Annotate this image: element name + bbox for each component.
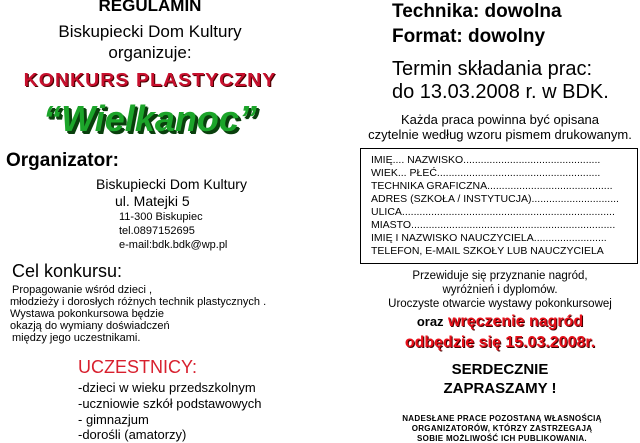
- technique-line: Technika: dowolna: [392, 1, 562, 22]
- each-work-line-1: Każda praca powinna być opisana: [400, 112, 600, 127]
- form-field-city: MIASTO......................................................................: [371, 219, 616, 231]
- form-field-name: IMIĘ.... NAZWISKO...............................................: [371, 154, 601, 166]
- form-field-technique: TECHNIKA GRAFICZNA...........................................: [371, 180, 613, 192]
- address-name: Biskupiecki Dom Kultury: [96, 176, 247, 192]
- form-field-teacher: IMIĘ I NAZWISKO NAUCZYCIELA.........................: [371, 232, 607, 244]
- award-line: [360, 313, 640, 331]
- closing-line-2: ZAPRASZAMY !: [443, 380, 557, 397]
- ownership-note-line: SOBIE MOŻLIWOŚĆ ICH PUBLIKOWANIA.: [417, 434, 587, 443]
- participant-item: -dorośli (amatorzy): [78, 427, 187, 442]
- each-work-line-2: czytelnie według wzoru pismem drukowanym.: [368, 127, 632, 142]
- participant-item: -dzieci w wieku przedszkolnym: [78, 380, 256, 395]
- participant-item: -uczniowie szkół podstawowych: [78, 396, 262, 411]
- form-field-street: ULICA.........................................................................: [371, 206, 615, 218]
- deadline-line-2: do 13.03.2008 r. w BDK.: [392, 81, 609, 103]
- regulamin-title: REGULAMIN: [98, 0, 202, 15]
- oraz-word: oraz: [416, 314, 444, 329]
- contest-title: KONKURS PLASTYCZNY: [23, 70, 277, 90]
- contest-name: “Wielkanoc”: [43, 98, 257, 139]
- form-field-contact: TELEFON, E-MAIL SZKOŁY LUB NAUCZYCIELA: [371, 245, 604, 257]
- organizator-heading: Organizator:: [6, 150, 119, 171]
- closing-line-1: SERDECZNIE: [451, 361, 549, 378]
- address-email: e-mail:bdk.bdk@wp.pl: [119, 239, 228, 251]
- participant-item: - gimnazjum: [78, 412, 149, 427]
- organizer-line-1: Biskupiecki Dom Kultury: [58, 22, 242, 41]
- form-field-address: ADRES (SZKOŁA / INSTYTUCJA)..............................: [371, 193, 619, 205]
- goal-line: między jego uczestnikami.: [12, 332, 141, 344]
- prizes-line-2: wyróżnień i dyplomów.: [442, 284, 558, 296]
- deadline-line-1: Termin składania prac:: [392, 58, 593, 80]
- organizer-line-2: organizuje:: [108, 43, 192, 62]
- ownership-note-line: ORGANIZATORÓW, KTÓRZY ZASTRZEGAJĄ: [411, 424, 593, 433]
- prizes-line-1: Przewiduje się przyznanie nagród,: [412, 270, 588, 282]
- goal-line: Wystawa pokonkursowa będzie: [10, 308, 164, 320]
- form-field-age: WIEK... PŁEĆ........................................................: [371, 167, 601, 179]
- prizes-line-3: Uroczyste otwarcie wystawy pokonkursowej: [388, 298, 612, 310]
- award-text: wręczenie nagród: [448, 313, 584, 330]
- participants-heading: UCZESTNICY:: [78, 357, 198, 377]
- goal-heading: Cel konkursu:: [12, 261, 123, 281]
- format-line: Format: dowolny: [392, 26, 546, 47]
- goal-line: młodzieży i dorosłych różnych technik plastycznych .: [10, 296, 267, 308]
- event-date: odbędzie się 15.03.2008r.: [404, 334, 596, 351]
- label-template-box: [360, 148, 638, 264]
- address-phone: tel.0897152695: [119, 225, 195, 237]
- goal-line: Propagowanie wśród dzieci ,: [12, 284, 153, 296]
- address-street: ul. Matejki 5: [115, 193, 190, 209]
- ownership-note-line: NADESŁANE PRACE POZOSTANĄ WŁASNOŚCIĄ: [402, 414, 602, 423]
- address-city: 11-300 Biskupiec: [119, 211, 203, 223]
- goal-line: okazją do wymiany doświadczeń: [10, 320, 170, 332]
